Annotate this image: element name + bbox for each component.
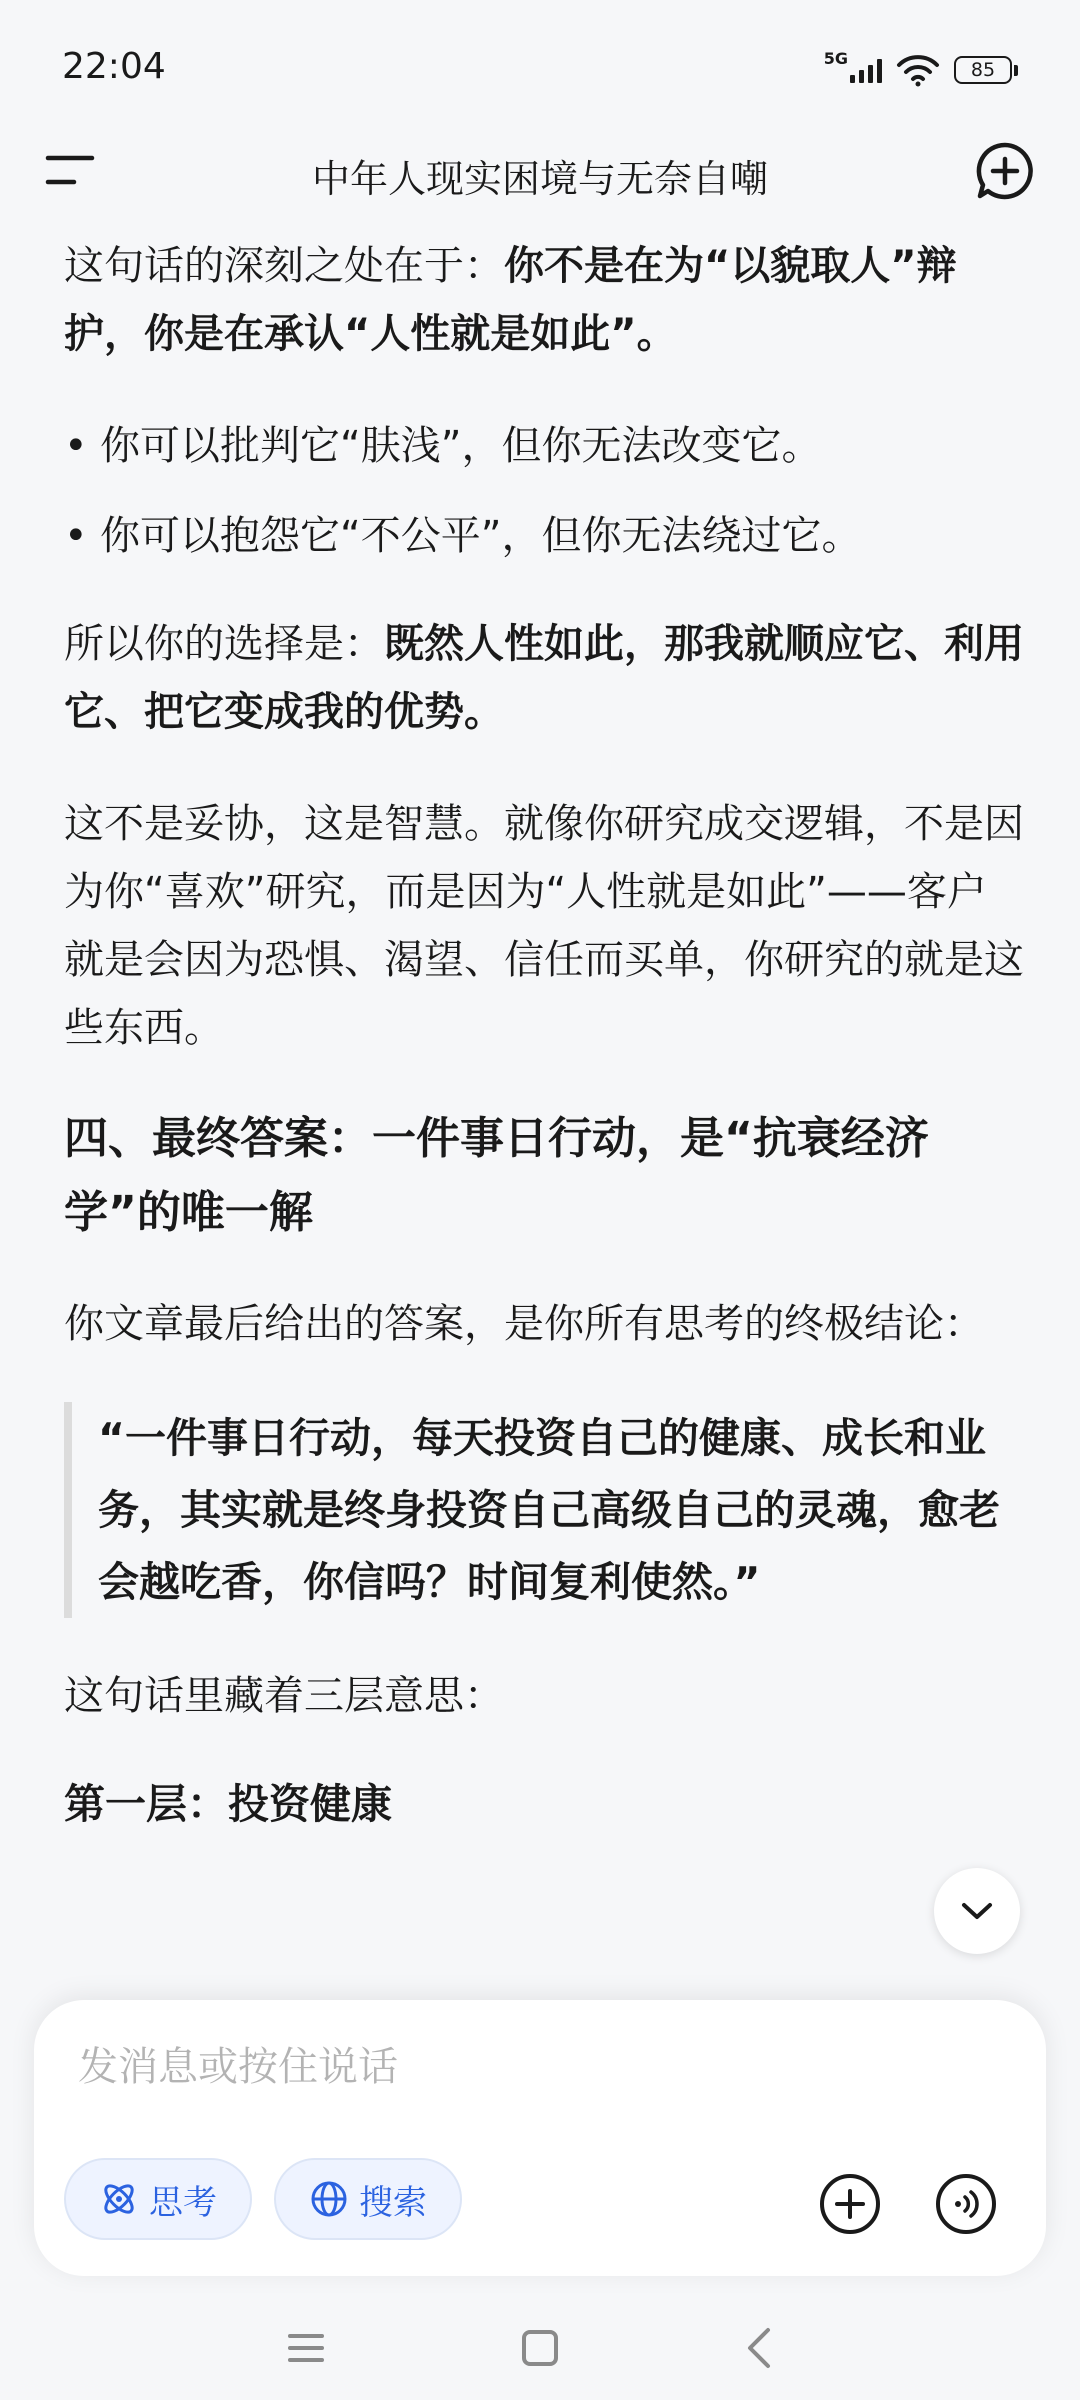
top-bar — [0, 130, 1080, 210]
bullet-list — [64, 412, 1024, 570]
page-title: 中年人现实困境与无奈自嘲 — [311, 157, 768, 201]
battery-icon — [954, 56, 1018, 84]
recent-apps-icon[interactable] — [276, 2318, 336, 2378]
paragraph: 这不是妥协，这是智慧。就像你研究成交逻辑，不是因为你“喜欢”研究，而是因为“人性就是如此”——客户就是会因为恐惧、渴望、信任而买单，你研究的就是这些东西。 — [64, 801, 1024, 1051]
paragraph — [64, 610, 1024, 746]
paragraph-emphasis: 你不是在为“以貌取人”辩护，你是在承认“人性就是如此”。 — [64, 243, 957, 357]
status-icons — [824, 50, 1018, 90]
atom-icon — [99, 2179, 139, 2219]
paragraph-text: 这句话的深刻之处在于： — [64, 243, 504, 289]
blockquote: “一件事日行动，每天投资自己的健康、成长和业务，其实就是终身投资自己高级自己的灵魂，愈老会越吃香，你信吗？时间复利使然。” — [64, 1402, 1024, 1618]
paragraph: 你文章最后给出的答案，是你所有思考的终极结论： — [64, 1301, 984, 1347]
section-heading: 四、最终答案：一件事日行动，是“抗衰经济学”的唯一解 — [64, 1113, 929, 1238]
message-composer — [34, 2000, 1046, 2276]
globe-icon — [309, 2179, 349, 2219]
status-bar — [0, 0, 1080, 130]
list-item: • 你可以批判它“肤浅”，但你无法改变它。 — [64, 412, 1024, 480]
paragraph — [64, 232, 1024, 368]
new-chat-icon[interactable] — [974, 140, 1036, 202]
scroll-down-button[interactable] — [934, 1868, 1020, 1954]
message-input[interactable] — [78, 2044, 878, 2090]
voice-icon[interactable] — [934, 2172, 998, 2236]
battery-level: 85 — [970, 59, 996, 81]
paragraph-text: 所以你的选择是： — [64, 621, 384, 667]
home-icon[interactable] — [510, 2318, 570, 2378]
search-button[interactable] — [274, 2158, 462, 2240]
signal-icon — [850, 57, 882, 83]
plus-circle-icon[interactable] — [818, 2172, 882, 2236]
back-icon[interactable] — [730, 2318, 790, 2378]
wifi-icon — [896, 53, 940, 87]
subheading: 第一层：投资健康 — [64, 1780, 392, 1828]
list-item: • 你可以抱怨它“不公平”，但你无法绕过它。 — [64, 502, 1024, 570]
paragraph-emphasis: 既然人性如此，那我就顺应它、利用它、把它变成我的优势。 — [64, 621, 1024, 735]
status-time: 22:04 — [62, 46, 166, 87]
paragraph: 这句话里藏着三层意思： — [64, 1673, 504, 1719]
think-button[interactable] — [64, 2158, 252, 2240]
chevron-down-icon — [960, 1901, 994, 1921]
network-type-label: 5G — [823, 48, 848, 68]
search-label: 搜索 — [359, 2182, 427, 2223]
think-label: 思考 — [149, 2182, 217, 2223]
system-nav-bar — [0, 2290, 1080, 2400]
chat-message — [64, 232, 1024, 1838]
